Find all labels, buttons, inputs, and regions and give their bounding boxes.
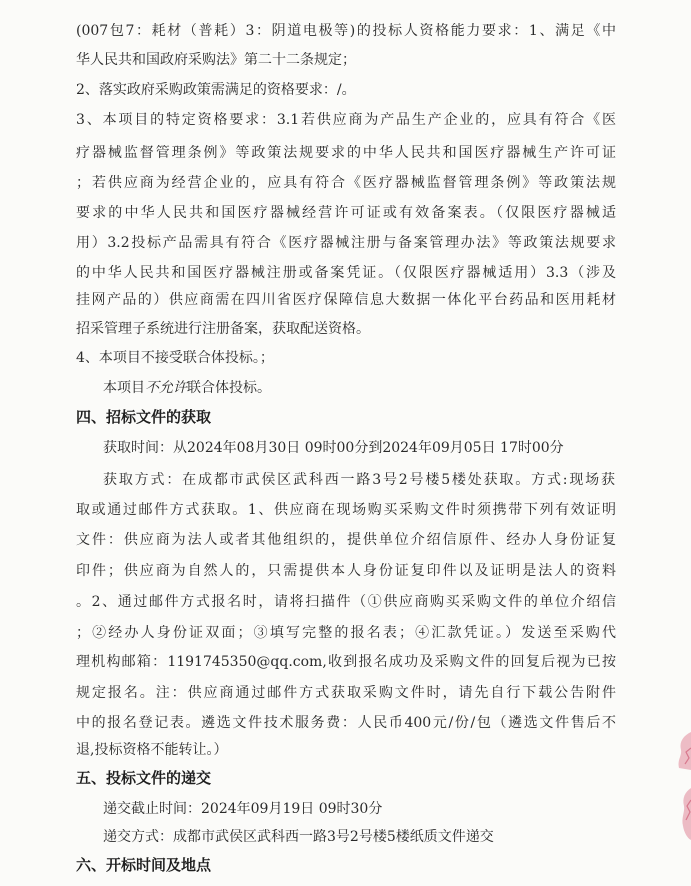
section-heading-6: 六、开标时间及地点 [76, 856, 212, 874]
text-line: ；②经办人身份证双面；③填写完整的报名表；④汇款凭证。）发送至采购代 [76, 625, 616, 641]
email-line: 理机构邮箱：1191745350@qq.com,收到报名成功及采购文件的回复后视为已按 [76, 654, 616, 670]
submit-method-line [103, 829, 615, 845]
text-line: 规定报名。注：供应商通过邮件方式获取采购文件时，请先自行下载公告附件 [76, 685, 616, 701]
submit-method-label: 递交方式： [103, 829, 173, 845]
obtain-time-label: 获取时间： [103, 440, 173, 456]
obtain-time-line [103, 440, 615, 456]
deadline-value: 2024年09月19日 09时30分 [201, 801, 383, 817]
text-line: ；若供应商为经营企业的，应具有符合《医疗器械监督管理条例》等政策法规 [76, 175, 616, 191]
text-line: 。2、通过邮件方式报名时，请将扫描件（①供应商购买采购文件的单位介绍信 [76, 594, 616, 610]
joint-bid-prefix: 本项目 [103, 380, 145, 396]
text-line: (007包7：耗材（普耗）3：阴道电极等)的投标人资格能力要求：1、满足《中 [76, 23, 616, 39]
text-line: 中的报名登记表。遴选文件技术服务费：人民币400元/份/包（遴选文件售后不 [76, 715, 616, 731]
section-heading-4: 四、招标文件的获取 [76, 408, 212, 426]
text-line: 印件；供应商为自然人的，只需提供本人身份证复印件以及证明是法人的资料 [76, 563, 616, 579]
text-line: 4、本项目不接受联合体投标。； [76, 350, 274, 366]
text-line: 的中华人民共和国医疗器械注册或备案凭证。（仅限医疗器械适用）3.3（涉及 [76, 265, 616, 281]
text-line: 3、本项目的特定资格要求：3.1若供应商为产品生产企业的，应具有符合《医 [76, 112, 616, 128]
text-line: 疗器械监督管理条例》等政策法规要求的中华人民共和国医疗器械生产许可证 [76, 145, 616, 161]
joint-bid-emphasis: 不允许 [145, 380, 187, 396]
joint-bid-line [103, 380, 615, 396]
text-line: 文件：供应商为法人或者其他组织的，提供单位介绍信原件、经办人身份证复 [76, 532, 616, 548]
deadline-line [103, 801, 615, 817]
text-line: 取或通过邮件方式获取。1、供应商在现场购买采购文件时须携带下列有效证明 [76, 502, 616, 518]
text-line: 退,投标资格不能转让。） [76, 742, 228, 758]
text-line: 华人民共和国政府采购法》第二十二条规定； [76, 52, 356, 68]
text-line: 2、落实政府采购政策需满足的资格要求：/。 [76, 82, 356, 98]
submit-method-value: 成都市武侯区武科西一路3号2号楼5楼纸质文件递交 [173, 829, 494, 845]
red-seal-stamp-fragment [673, 728, 691, 858]
text-line: 用）3.2投标产品需具有符合《医疗器械注册与备案管理办法》等政策法规要求 [76, 235, 616, 251]
joint-bid-suffix: 联合体投标。 [187, 380, 271, 396]
obtain-time-value: 从2024年08月30日 09时00分到2024年09月05日 17时00分 [173, 440, 564, 456]
text-line: 招采管理子系统进行注册备案，获取配送资格。 [76, 321, 370, 337]
deadline-label: 递交截止时间： [103, 801, 201, 817]
text-line: 挂网产品的）供应商需在四川省医疗保障信息大数据一体化平台药品和医用耗材 [76, 292, 616, 308]
section-heading-5: 五、投标文件的递交 [76, 769, 212, 787]
obtain-method-line: 获取方式：在成都市武侯区武科西一路3号2号楼5楼处获取。方式:现场获 [103, 472, 615, 488]
text-line: 要求的中华人民共和国医疗器械经营许可证或有效备案表。（仅限医疗器械适 [76, 205, 616, 221]
